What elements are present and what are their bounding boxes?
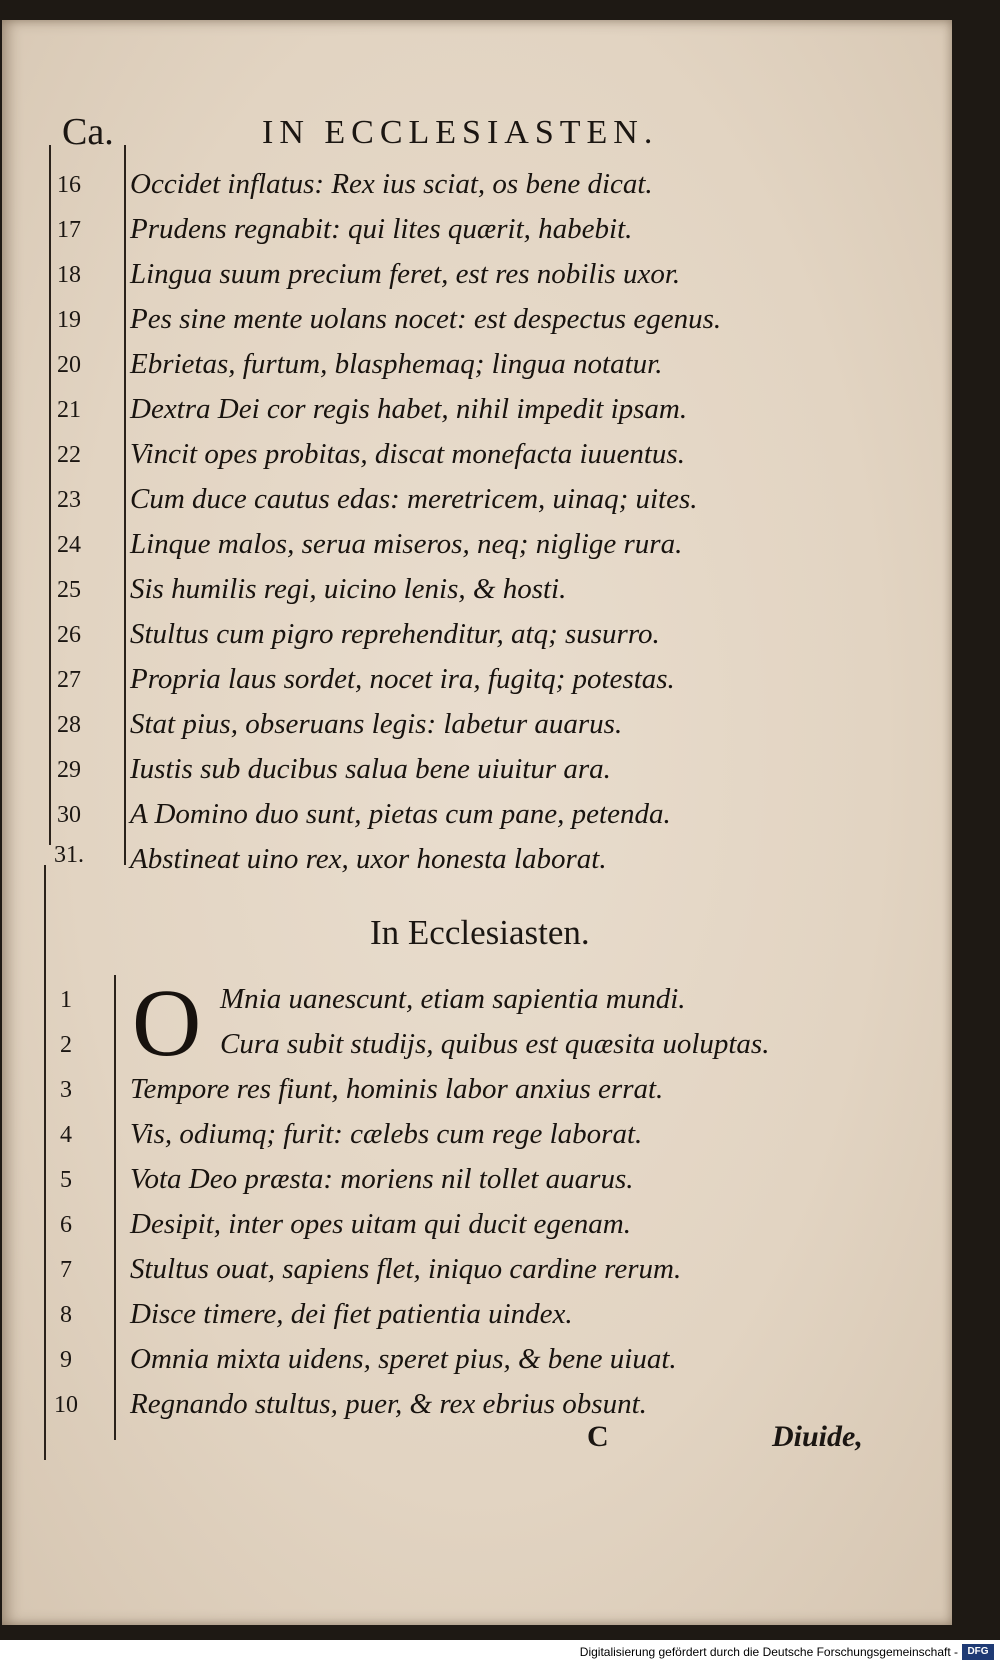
verse-text: Stultus ouat, sapiens flet, iniquo cardine rerum. [130, 1253, 682, 1285]
verse-text: Ebrietas, furtum, blasphemaq; lingua notatur. [130, 348, 663, 380]
verse-number: 30 [57, 802, 81, 828]
page-header [2, 102, 952, 162]
verse-text: Vota Deo præsta: moriens nil tollet auarus. [130, 1163, 634, 1195]
verse-text: Cum duce cautus edas: meretricem, uinaq; uites. [130, 483, 698, 515]
drop-cap: O [132, 969, 202, 1076]
verse-text: Sis humilis regi, uicino lenis, & hosti. [130, 573, 567, 605]
funding-notice: Digitalisierung gefördert durch die Deutsche Forschungsgemeinschaft - [579, 1645, 958, 1659]
verse-number: 1 [60, 987, 72, 1013]
digitization-footer [0, 1640, 1000, 1667]
verse-number: 10 [54, 1392, 78, 1418]
verse-number: 3 [60, 1077, 72, 1103]
verse-text: Stultus cum pigro reprehenditur, atq; susurro. [130, 618, 660, 650]
paper-sheet [2, 20, 952, 1625]
catchword: Diuide, [772, 1420, 863, 1453]
margin-rule-right-lower [114, 975, 116, 1440]
verse-text: Omnia mixta uidens, speret pius, & bene uiuat. [130, 1343, 677, 1375]
chapter-label: Ca. [62, 111, 114, 153]
section-title: In Ecclesiasten. [370, 913, 590, 952]
margin-rule-left [49, 145, 51, 845]
signature-mark: C [587, 1420, 609, 1453]
verse-text: Abstineat uino rex, uxor honesta laborat. [130, 843, 607, 875]
verse-number: 26 [57, 622, 81, 648]
verse-text: Propria laus sordet, nocet ira, fugitq; potestas. [130, 663, 675, 695]
verse-text: Iustis sub ducibus salua bene uiuitur ara. [130, 753, 611, 785]
verse-number: 27 [57, 667, 81, 693]
verse-number: 7 [60, 1257, 72, 1283]
margin-rule-left-lower [44, 865, 46, 1460]
verse-text: Linque malos, serua miseros, neq; niglige rura. [130, 528, 683, 560]
verse-text: Tempore res fiunt, hominis labor anxius errat. [130, 1073, 664, 1105]
verse-text: Desipit, inter opes uitam qui ducit egenam. [130, 1208, 631, 1240]
verse-text: Mnia uanescunt, etiam sapientia mundi. [220, 983, 686, 1015]
verse-text: Vincit opes probitas, discat monefacta iuuentus. [130, 438, 685, 470]
verse-number: 8 [60, 1302, 72, 1328]
verse-text: Stat pius, obseruans legis: labetur auarus. [130, 708, 623, 740]
scanned-page [2, 0, 954, 1640]
verse-text: Regnando stultus, puer, & rex ebrius obsunt. [130, 1388, 647, 1420]
verse-number: 19 [57, 307, 81, 333]
verse-number: 17 [57, 217, 81, 243]
verse-number: 18 [57, 262, 81, 288]
verse-text: Lingua suum precium feret, est res nobilis uxor. [130, 258, 681, 290]
verse-number: 22 [57, 442, 81, 468]
verse-number: 21 [57, 397, 81, 423]
verse-number: 6 [60, 1212, 72, 1238]
dfg-logo: DFG [962, 1644, 994, 1660]
verse-number: 20 [57, 352, 81, 378]
verse-number: 25 [57, 577, 81, 603]
verse-text: Cura subit studijs, quibus est quæsita uoluptas. [220, 1028, 770, 1060]
verse-number: 5 [60, 1167, 72, 1193]
running-title: IN ECCLESIASTEN. [262, 114, 659, 151]
margin-rule-right [124, 145, 126, 865]
verse-text: Vis, odiumq; furit: cælebs cum rege laborat. [130, 1118, 643, 1150]
verse-number: 24 [57, 532, 81, 558]
verse-number: 9 [60, 1347, 72, 1373]
verse-number: 4 [60, 1122, 72, 1148]
verse-number: 23 [57, 487, 81, 513]
verse-text: A Domino duo sunt, pietas cum pane, petenda. [130, 798, 671, 830]
verse-text: Dextra Dei cor regis habet, nihil impedit ipsam. [130, 393, 688, 425]
verse-number: 16 [57, 172, 81, 198]
verse-text: Pes sine mente uolans nocet: est despectus egenus. [130, 303, 722, 335]
verse-number: 29 [57, 757, 81, 783]
verse-text: Occidet inflatus: Rex ius sciat, os bene dicat. [130, 168, 653, 200]
verse-number: 28 [57, 712, 81, 738]
verse-text: Prudens regnabit: qui lites quærit, habebit. [130, 213, 633, 245]
verse-text: Disce timere, dei fiet patientia uindex. [130, 1298, 573, 1330]
verse-number: 31. [54, 842, 84, 868]
verse-number: 2 [60, 1032, 72, 1058]
